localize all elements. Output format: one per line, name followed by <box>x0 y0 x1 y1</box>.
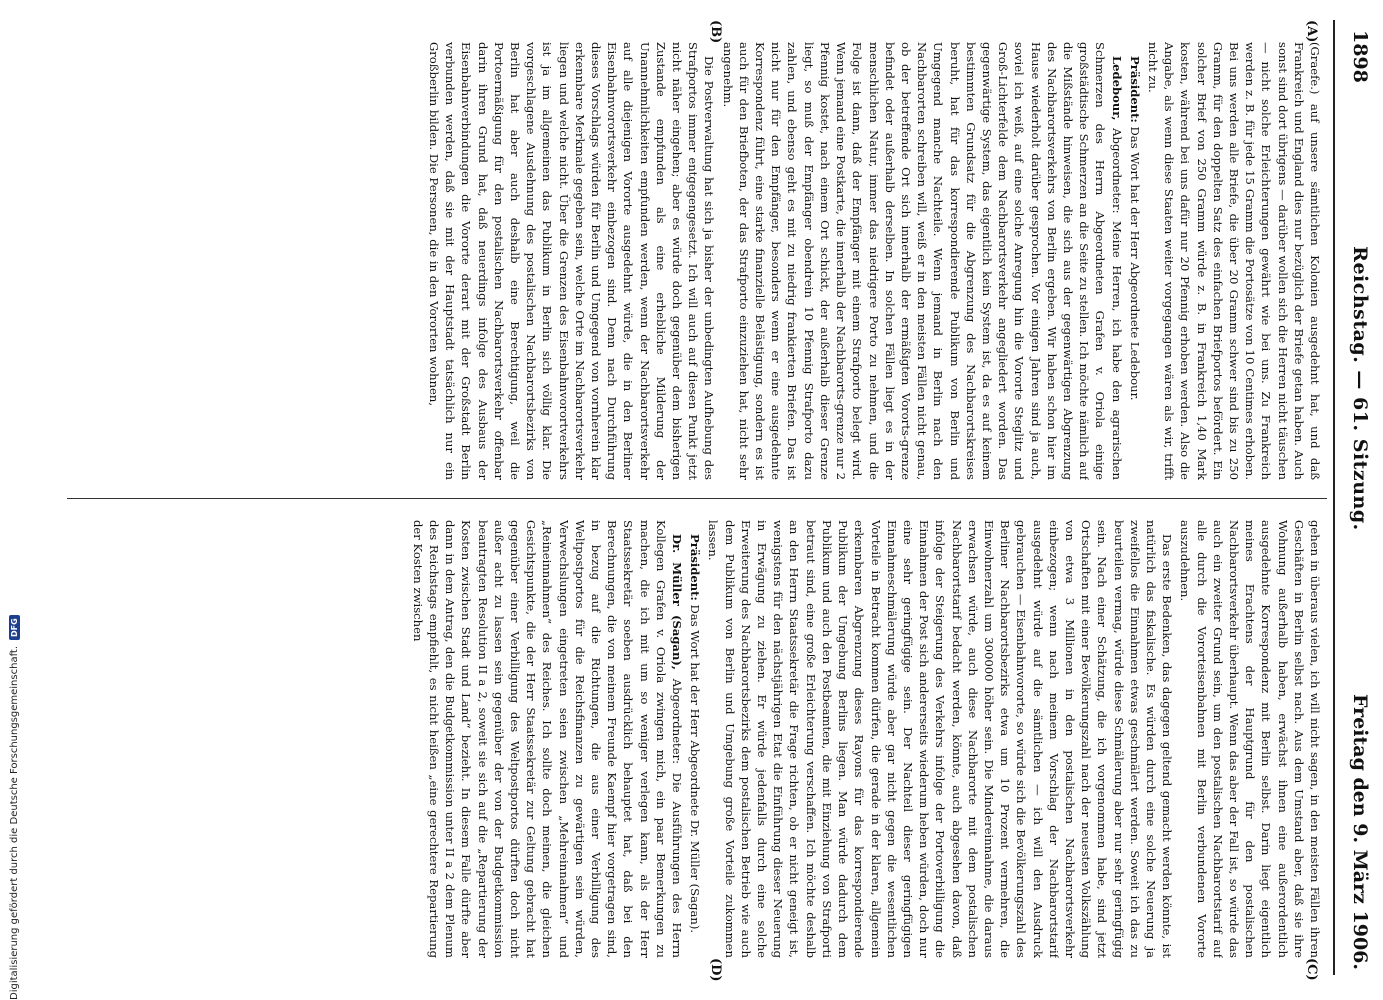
paragraph: Das erste Bedenken, das dagegen geltend gemacht werden könnte, ist natürlich das fiskalische. Es würden durch eine solche Neuerung ja zweifellos die Einnahmen etwas geschmälert werden. Soweit ich das zu beurteilen vermag, würde diese Schmälerung aber nur sehr geringfügig sein. Nach einer Schätzung, die ich vorgenommen habe, sind jetzt Ortschaften mit einer Bevölkerungszahl nach der neuesten Volkszählung von etwa 3 Millionen in den postalischen Nachbarortsverkehr einbezogen; wenn nach meinem Vorschlag der Nachbarortstarif ausgedehnt würde auf die sämtlichen — ich will den Ausdruck gebrauchen — Eisenbahnvororte, so würde sich die Bevölkerungszahl des Berliner Nachbarortsbezirks etwa um 10 Prozent vermehren, die Einwohnerzahl um 300000 höher sein. Die Mindereinnahme, die daraus erwachsen würde, auch diese Nachbarorte mit dem postalischen Nachbarortstarif bedacht werden, könnte, auch abgesehen davon, daß infolge der Steigerung des Verkehrs infolge der Portoverbilligung die Einnahmen der Post sich andererseits wiederum heben würden, doch nur eine sehr geringfügige sein. Der Nachteil dieser geringfügigen Einnahmeschmälerung würde aber gar nicht gegen die wesentlichen Vorteile in Betracht kommen dürfen, die gerade in der klaren, allgemein erkennbaren Abgrenzung dieses Rayons für das korrespondierende Publikum der Umgebung Berlins liegen. Man würde dadurch dem Publikum und auch den Postbeamten, die mit Einziehung von Strafporti betraut sind, eine große Erleichterung verschaffen. Ich möchte deshalb an den Herrn Staatssekretär die Frage richten, ob er nicht geneigt ist, wenigstens für den nächstjährigen Etat die Einführung dieser Neuerung in Erwägung zu ziehen. Er würde jedenfalls durch eine solche Erweiterung des Nachbarortsbezirks dem postalischen Betrieb wie auch dem Publikum von Berlin und Umgebung große Vorteile zukommen lassen. <box>706 520 1175 958</box>
paragraph: gehen in überaus vielen, ich will nicht sagen, in den meisten Fällen ihren Geschäften in Berlin selbst nach. Aus dem Umstand aber, daß sie ihre Wohnung außerhalb haben, erwächst ihnen eine außerordentlich ausgedehnte Korrespondenz mit Berlin selbst. Darin liegt eigentlich meines Erachtens der Hauptgrund für den postalischen Nachbarortsverkehr überhaupt. Wenn das aber der Fall ist, so würde das auch ein zweiter Grund sein, um den postalischen Nachbarortstarif auf alle durch die Vororteisenbahnen mit Berlin verbundenen Vororte auszudehnen. <box>1178 520 1322 958</box>
credit-text: Digitalisierung gefördert durch die Deutsche Forschungsgemeinschaft. <box>8 645 20 1000</box>
president-label: Präsident: <box>688 534 703 601</box>
president-label: Präsident: <box>1127 56 1142 123</box>
paragraph: (Graefe.) auf unsere sämtlichen Kolonien ausgedehnt hat, und daß Frankreich und England dies nur bezüglich der Briefe getan haben. Auch sonst sind dort übrigens — darüber wollen sich die Herren nicht täuschen — nicht solche Erleichterungen gewährt wie bei uns. Zu Frankreich werden z. B. für jede 15 Gramm die Portosätze von 10 Centimes erhoben. Bei uns werden alle Briefe, die über 20 Gramm schwer sind bis zu 250 Gramm, für den doppelten Satz des einfachen Briefportos befördert. Ein solcher Brief von 250 Gramm würde z. B. in Frankreich 1,40 Mark kosten, während bei uns dafür nur 20 Pfennig erhoben werden. Also die Angabe, als wenn diese Staaten weiter vorgegangen wären als wir, trifft nicht zu. <box>1145 42 1322 480</box>
paragraph: Die Postverwaltung hat sich ja bisher der unbedingten Aufhebung des Strafportos immer entgegengesetzt. Ich will auch auf diesen Punkt jetzt nicht näher eingehen; aber es würde doch gegenüber dem bisherigen Zustande empfunden als eine erhebliche Milderung der Unannehmlichkeiten empfunden werden, wenn der Nachbarortsverkehr auf alle diejenigen Vororte ausgedehnt würde, die in den Berliner Eisenbahnvorortsverkehr einbezogen sind. Denn nach Durchführung dieses Vorschlags würden für Berlin und Umgegend von vornherein klar erkennbare Merkmale gegeben sein, welche Orte im Nachbarortsverkehr liegen und welche nicht. Über die Grenzen des Eisenbahnvorortverkehrs ist ja im allgemeinen das Publikum in Berlin sich völlig klar. Die vorgeschlagene Ausdehnung des postalischen Nachbarortsbezirks von Berlin hat aber auch deshalb eine Berechtigung, weil die Portoermäßigung für den postalischen Nachbarortsverkehr offenbar darin ihren Grund hat, daß neuerdings infolge des Ausbaus der Eisenbahnverbindungen die Vororte derart mit der Großstadt Berlin verbunden werden, daß sie mit der Hauptstadt tatsächlich nur ein Großberlin bilden. Die Personen, die in den Vororten wohnen, <box>427 42 717 480</box>
page-number: 1898 <box>1349 30 1371 83</box>
column-divider <box>67 498 1327 499</box>
margin-marker-b: (B) <box>708 20 723 44</box>
dfg-logo: DFG <box>9 615 20 640</box>
paragraph-text: Das Wort hat der Herr Abgeordnete Dr. Müller (Sagan). <box>688 604 703 934</box>
session-date: Freitag den 9. März 1906. <box>1349 694 1371 970</box>
paragraph-text: Abgeordneter: Die Ausführungen des Herrn Kollegen Grafen v. Oriola zwingen mich, ein paar Bemerkungen zu machen, die ich mit um so weniger verlegen kann, als der Herr Staatssekretär soeben ausdrücklich behauptet hat, daß bei den Berechnungen, die von meinem Freunde Kaempf hier vorgetragen sind, in bezug auf die Richtungen, die aus einer Verbilligung des Weltpostportos für die Reichsfinanzen zu gewärtigen sein würden, Verwechslungen eingetreten seien zwischen „Mehreinnahmen“ und „Reineinnahmen“ des Reiches. Ich sollte doch meinen, die gleichen Gesichtspunkte, die der Herr Staatssekretär zur Geltung gebracht hat gegenüber einer Verbilligung des Weltpostportos dürften doch nicht außer acht zu lassen sein gegenüber der von der Budgetkommission beantragten Resolution II a 2, soweit sie sich auf die „Repartierung der Kosten zwischen Stadt und Land“ bezieht. In diesem Falle dürfte aber dann in dem Antrag, den die Budgetkommission unter II a 2 dem Plenum des Reichstags empfiehlt, es nicht heißen „eine gerechtere Repartierung der Kosten zwischen <box>410 520 685 958</box>
scanned-page <box>58 0 1383 1000</box>
session-title: Reichstag. — 61. Sitzung. <box>1349 246 1371 531</box>
speaker-label: Dr. Müller (Sagan), <box>670 534 685 670</box>
paragraph <box>687 520 703 958</box>
paragraph-text: Abgeordneter: Meine Herren, ich habe den agrarischen Schmerzen des Herrn Abgeordneten Grafen v. Oriola einige großstädtische Schmerzen an die Seite zu stellen. Ich möchte nämlich auf die Mißstände hinweisen, die sich aus der gegenwärtigen Abgrenzung des Nachbarortsverkehrs von Berlin ergeben. Wir haben schon hier im Hause wiederholt darüber gesprochen. Vor einigen Jahren sind ja auch, soviel ich weiß, auf eine solche Anregung hin die Vororte Steglitz und Groß-Lichterfelde dem Nachbarortsverkehr angegliedert worden. Das gegenwärtige System, das eigentlich kein System ist, da es auf keinem bestimmten Grundsatz für die Abgrenzung des Nachbarortskreises beruht, hat für das korrespondierende Publikum von Berlin und Umgegend manche Nachteile. Wenn jemand in Berlin nach den Nachbarorten schreiben will, weiß er in den meisten Fällen nicht genau, ob der betreffende Ort sich innerhalb der ermäßigten Vororts-grenze befindet oder außerhalb derselben. In solchen Fällen liegt es in der menschlichen Natur, immer das niedrigere Porto zu nehmen, und die Folge ist dann, daß der Empfänger mit einem Strafporto belegt wird. Wenn jemand eine Postkarte, die innerhalb der Nachbarorts-grenze nur 2 Pfennig kostet, nach einem Ort schickt, der außerhalb dieser Grenze liegt, so muß der Empfänger obendrein 10 Pfennig Strafporto dazu zahlen, und ebenso geht es mit zu niedrig frankierten Briefen. Das ist nicht nur für den Empfänger, besonders wenn er eine ausgedehnte Korrespondenz führt, eine starke finanzielle Belästigung, sondern es ist auch für den Briefboten, der das Strafporto einzuziehen hat, nicht sehr angenehm. <box>720 42 1124 480</box>
paragraph-text: Das Wort hat der Herr Abgeordnete Ledebour. <box>1127 126 1142 401</box>
paragraph <box>1127 42 1143 480</box>
speaker-label: Ledebour, <box>1109 56 1124 121</box>
margin-marker-a: (A) <box>1304 20 1319 43</box>
header-rule <box>1333 20 1335 975</box>
margin-marker-c: (C) <box>1304 958 1319 981</box>
right-text-column <box>83 520 1323 958</box>
paragraph <box>719 42 1124 480</box>
paragraph <box>410 520 685 958</box>
page-header <box>1339 30 1381 970</box>
margin-marker-d: (D) <box>708 958 723 982</box>
left-text-column <box>83 42 1323 480</box>
digitization-credit <box>4 10 24 1000</box>
